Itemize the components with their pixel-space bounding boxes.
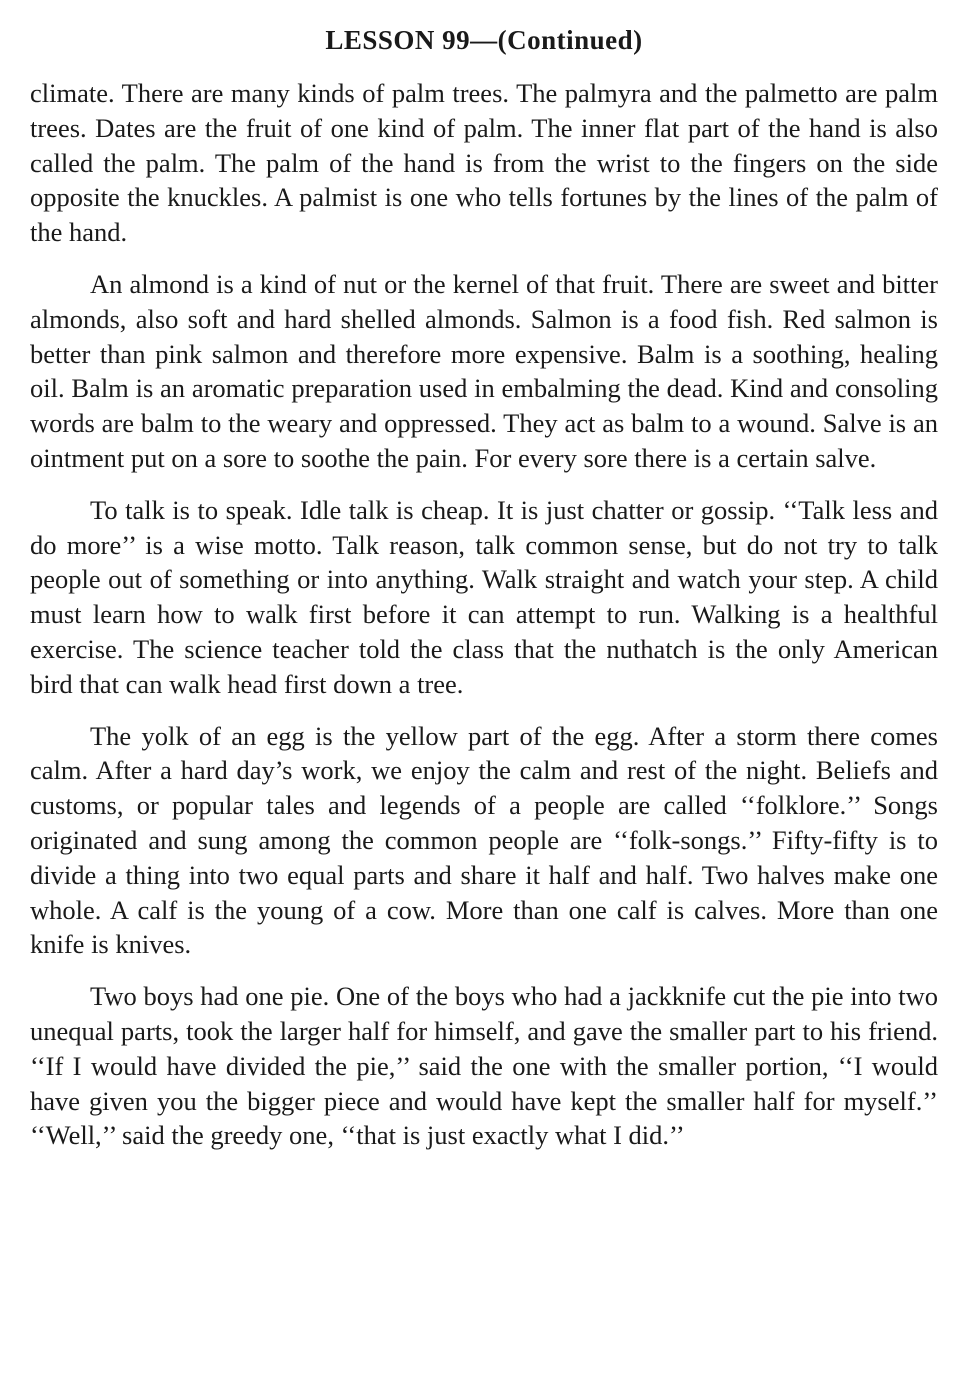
paragraph-talk-walk: To talk is to speak. Idle talk is cheap. It is just chatter or gossip. ‘‘Talk less and do more’’ is a wise motto. Talk reason, talk common sense, but do not try to talk people out of something or into anything. Walk straight and watch your step. A child must learn how to walk first before it can attempt to run. Walking is a healthful exercise. The science teacher told the class that the nuthatch is the only American bird that can walk head first down a tree. (30, 494, 938, 699)
paragraph-pie-story: Two boys had one pie. One of the boys who had a jackknife cut the pie into two unequal parts, took the larger half for himself, and gave the smaller part to his friend. ‘‘If I would have divided the pie,’’ said the one with the smaller portion, ‘‘I would have given you the bigger piece and would have kept the smaller half for myself.’’ ‘‘Well,’’ said the greedy one, ‘‘that is just exactly what I did.’’ (30, 981, 938, 1151)
paragraph-yolk-folklore: The yolk of an egg is the yellow part of the egg. After a storm there comes calm. After a hard day’s work, we enjoy the calm and rest of the night. Beliefs and customs, or popular tales and legends of a people are called ‘‘folklore.’’ Songs originated and sung among the common people are ‘‘folk-songs.’’ Fifty-fifty is to divide a thing into two equal parts and share it half and half. Two halves make one whole. A calf is the young of a cow. More than one calf is calves. More than one knife is knives. (30, 720, 938, 960)
paragraph-almond-balm: An almond is a kind of nut or the kernel of that fruit. There are sweet and bitter almonds, also soft and hard shelled almonds. Salmon is a food fish. Red salmon is better than pink salmon and therefore more expensive. Balm is a soothing, healing oil. Balm is an aromatic preparation used in embalming the dead. Kind and consoling words are balm to the weary and oppressed. They act as balm to a wound. Salve is an ointment put on a sore to soothe the pain. For every sore there is a certain salve. (30, 268, 938, 473)
paragraph-palm: climate. There are many kinds of palm trees. The palmyra and the palmetto are palm trees. Dates are the fruit of one kind of palm. The inner flat part of the hand is also called the palm. The palm of the hand is from the wrist to the fingers on the side opposite the knuckles. A palmist is one who tells fortunes by the lines of the palm of the hand. (30, 78, 938, 248)
lesson-heading: LESSON 99—(Continued) (325, 25, 643, 55)
